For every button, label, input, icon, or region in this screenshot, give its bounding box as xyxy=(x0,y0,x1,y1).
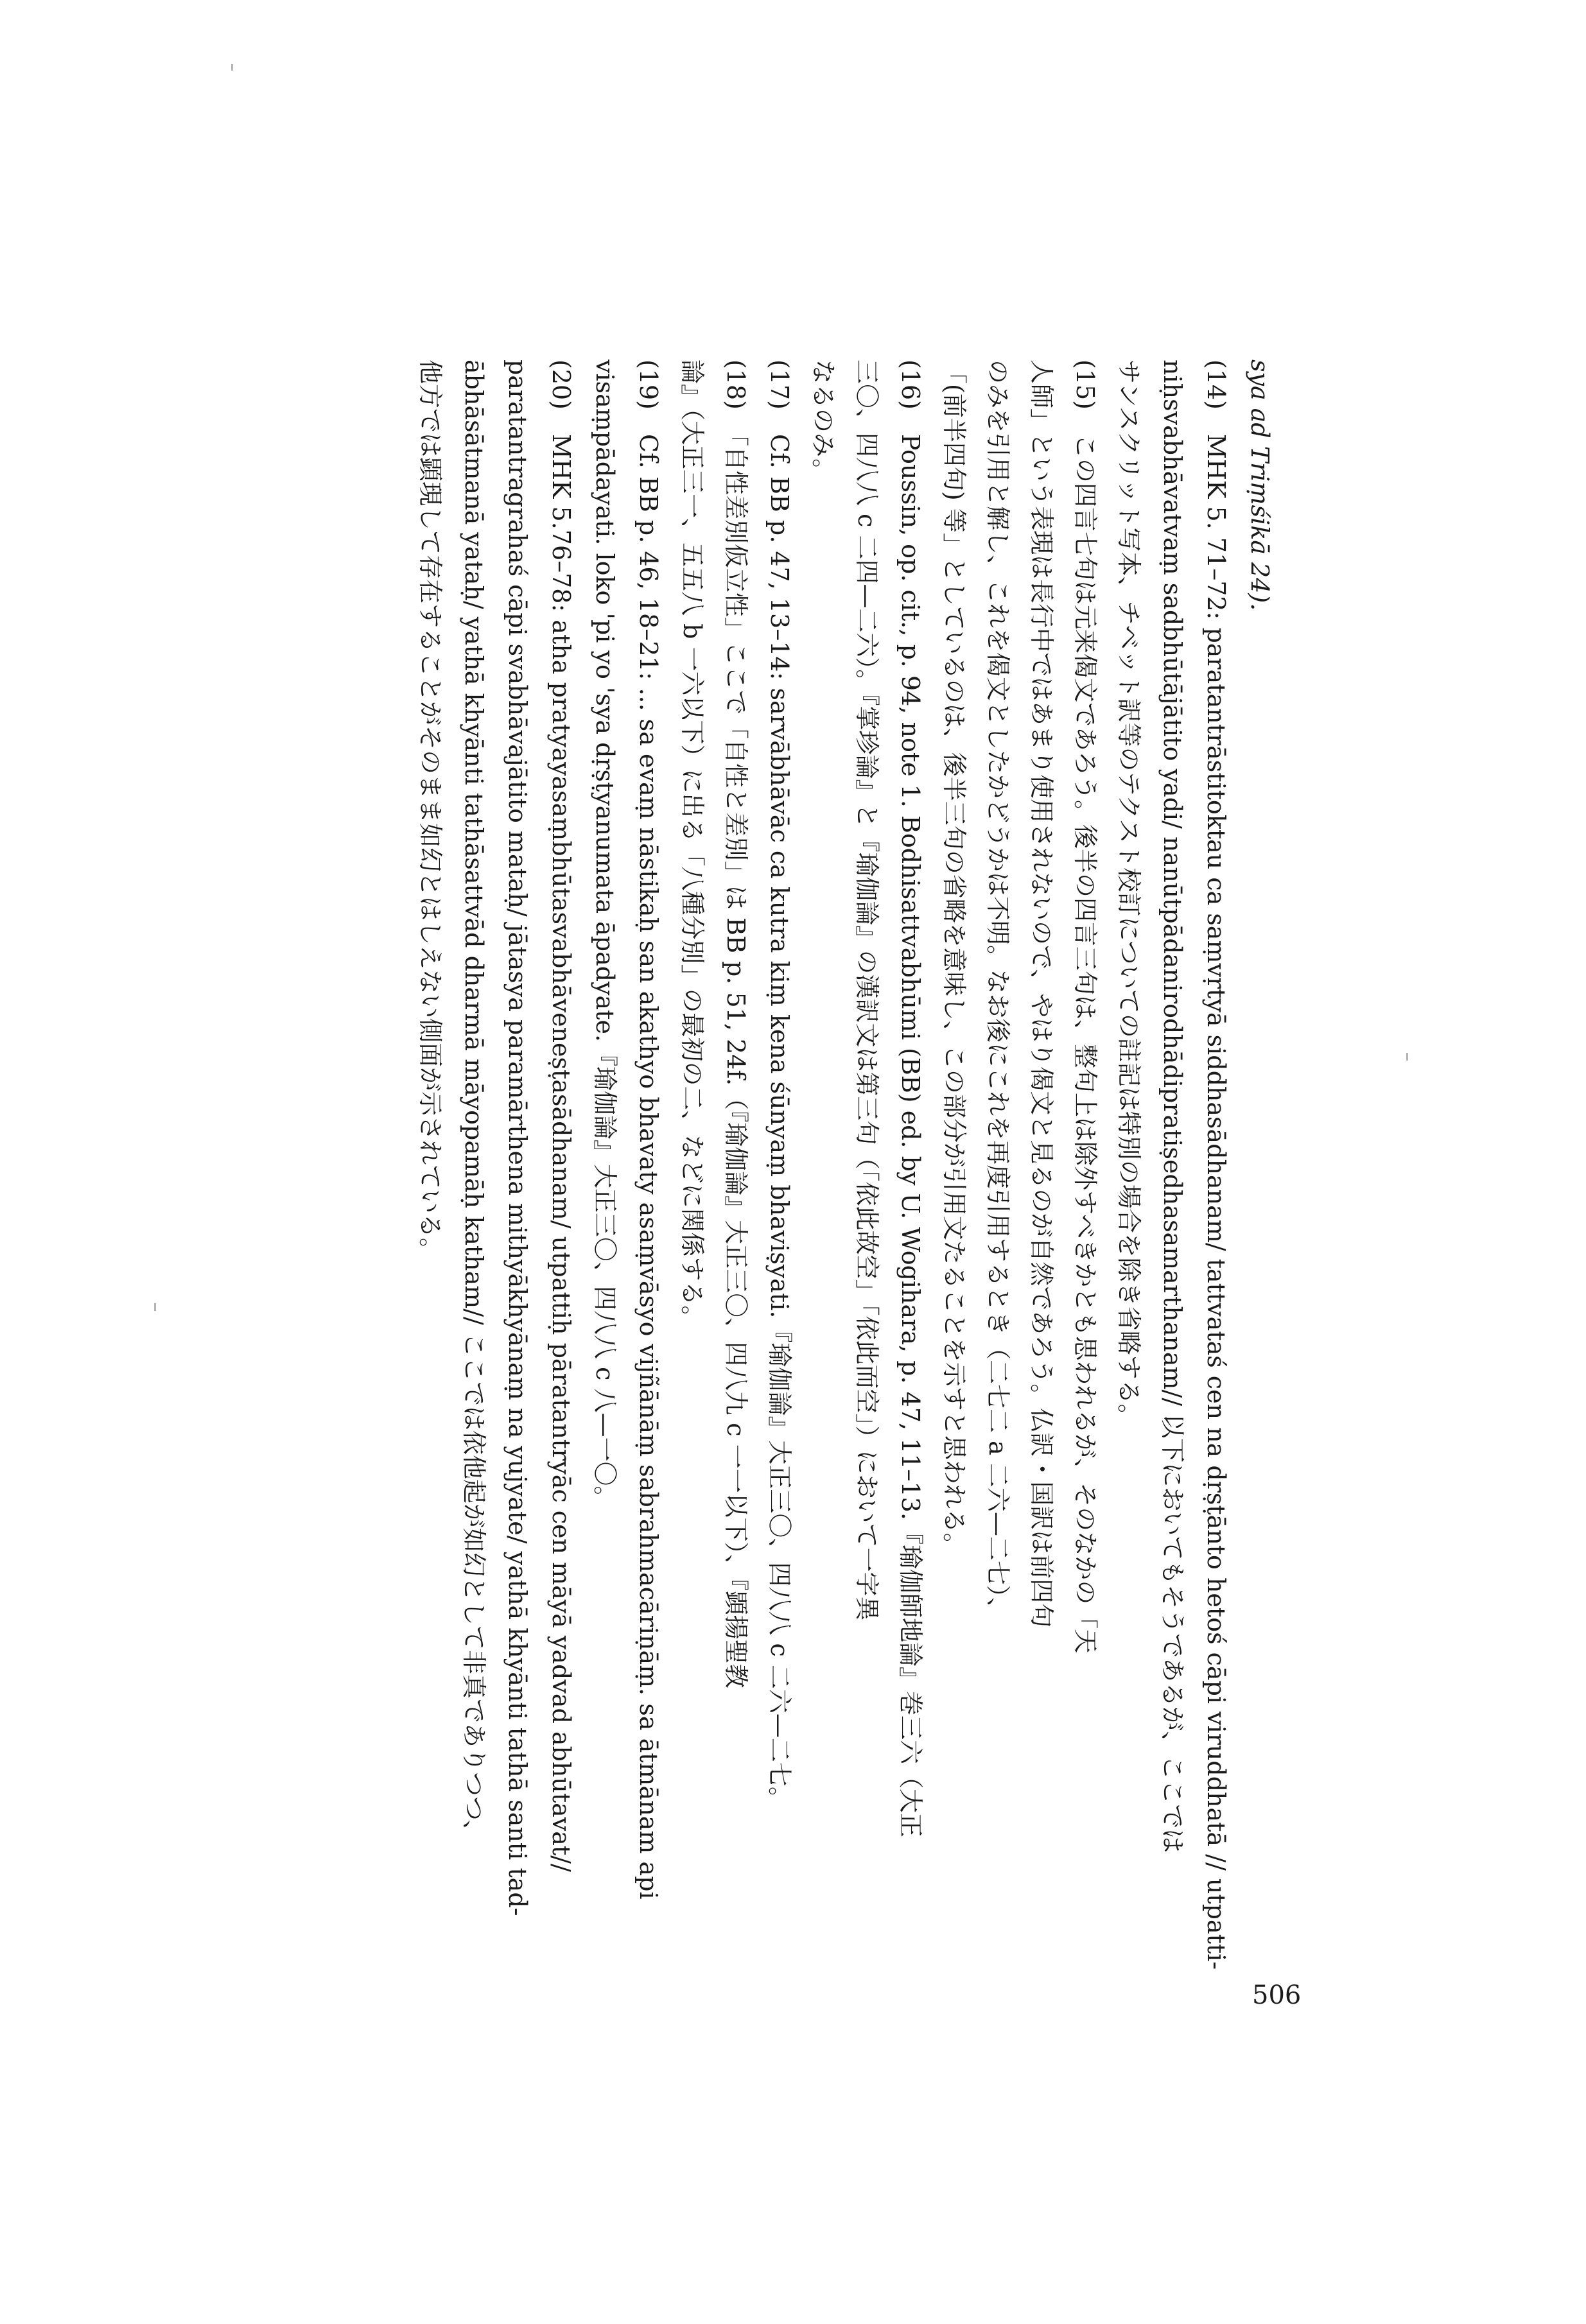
note-line: paratantragrahaś cāpi svabhāvajātito mataḥ/ jātasya paramārthena mithyākhyānaṃ na yujyate/ yathā khyānti tathā santi tad- xyxy=(503,360,532,1916)
note-line: 他方では顕現して存在することがそのまま如幻とはしえない側面が示されている。 xyxy=(416,360,444,1263)
scan-speck xyxy=(1406,1053,1408,1061)
note-line: (14) MHK 5. 71–72: paratantrāstitoktau ca saṃvṛtyā siddhasādhanam/ tattvataś cen na dṛṣṭānto hetoś cāpi viruddhatā // utpatti- xyxy=(1202,360,1230,1970)
page-number: 506 xyxy=(1252,1981,1302,2010)
note-line: niḥsvabhāvatvaṃ sadbhūtājātito yadi/ nanūtpādanirodhādipratiṣedhasamarthanam// 以下においてもそうであるが、ここでは xyxy=(1158,360,1187,1853)
note-line: (16) Poussin, op. cit., p. 94, note 1. Bodhisattvabhūmi (BB) ed. by U. Wogihara, p. 47, 11–13.『瑜伽師地論』巻三六（大正 xyxy=(896,360,925,1837)
note-line: なるのみ。 xyxy=(809,360,837,483)
scan-speck xyxy=(231,64,233,71)
rotated-text-block xyxy=(379,360,1278,2221)
note-line: ābhāsātmanā yataḥ/ yathā khyānti tathāsattvād dharmā māyopamāḥ katham// ここでは依他起が如幻として非真でありつつ、 xyxy=(460,360,488,1844)
note-line: visaṃpādayati. loko 'pi yo 'sya dṛṣṭyanumata āpadyate.『瑜伽論』大正三〇、四八八 c 八—一〇。 xyxy=(591,360,619,1511)
note-line: 「(前半四句) 等」としているのは、後半三句の省略を意味し、この部分が引用文たることを示すと思われる。 xyxy=(940,360,968,1557)
note-line: (19) Cf. BB p. 46, 18–21: ... sa evaṃ nāstikaḥ san akathyo bhavaty asaṃvāsyo vijñānāṃ sabrahmacāriṇāṃ. sa ātmānam api xyxy=(634,360,663,1900)
running-head: sya ad Triṃśikā 24). xyxy=(1246,360,1274,611)
scan-speck xyxy=(154,1303,156,1311)
note-line: (18) 「自性差別仮立性」ここで「自性と差別」は BB p. 51, 24f.（『瑜伽論』大正三〇、四八九 c 一一以下）、『顕揚聖教 xyxy=(722,360,750,1688)
note-line: (15) この四言七句は元来偈文であろう。後半の四言三句は、整句上は除外すべきかとも思われるが、そのなかの「天 xyxy=(1071,360,1099,1654)
note-line: (17) Cf. BB p. 47, 13–14: sarvābhāvāc ca kutra kiṃ kena śūnyaṃ bhaviṣyati.『瑜伽論』大正三〇、四八八 c 二六—二七。 xyxy=(765,360,794,1811)
note-line: のみを引用と解し、これを偈文としたかどうかは不明。なお後にこれを再度引用するとき（二七二 a 二六—二七）、 xyxy=(984,360,1012,1622)
note-line: サンスクリット写本、チベット訳等のテクスト校訂についての註記は特別の場合を除き省略する。 xyxy=(1115,360,1143,1428)
note-line: 三〇、四八八 c 二四—二六）。『掌珍論』と『瑜伽論』の漢訳文は第三句（「依此故空」「依此而空」）において一字異 xyxy=(853,360,881,1621)
note-line: 人師」という表現は長行中ではあまり使用されないので、やはり偈文と見るのが自然であろう。仏訳・国訳は前四句 xyxy=(1027,360,1056,1628)
note-line: (20) MHK 5.76–78: atha pratyayasaṃbhūtasvabhāveneṣṭasādhanam/ utpattiḥ pāratantryāc cen māyā yadvad abhūtavat// xyxy=(547,360,575,1872)
note-line: 論』（大正三一、五五八 b 一六以下）に出る「八種分別」の最初の二、などに関係する。 xyxy=(678,360,706,1330)
